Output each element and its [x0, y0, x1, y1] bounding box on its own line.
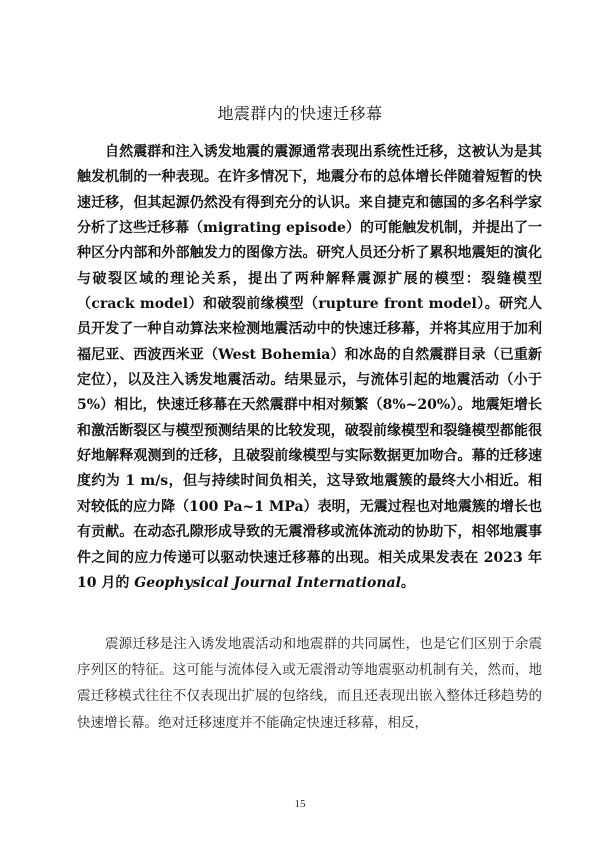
- page-number: 15: [294, 798, 306, 810]
- paragraph-text-end: 。: [400, 574, 415, 591]
- journal-name: Geophysical Journal International: [134, 574, 401, 591]
- body-paragraph: 震源迁移是注入诱发地震活动和地震群的共同属性，也是它们区别于余震序列区的特征。这可能与流体侵入或无震滑动等地震驱动机制有关，然而，地震迁移模式往往不仅表现出扩展的包络线，而且还表现出嵌入整体迁移趋势的快速增长幕。绝对迁移速度并不能确定快速迁移幕，相反，: [77, 636, 542, 731]
- page-title: 地震群内的快速迁移幕: [217, 104, 383, 123]
- paragraph-text: 自然震群和注入诱发地震的震源通常表现出系统性迁移，这被认为是其触发机制的一种表现。在许多情况下，地震分布的总体增长伴随着短暂的快速迁移，但其起源仍然没有得到充分的认识。来自捷克和德国的多名科学家分析了这些迁移幕（migrating episode）的可能触发机制，并提出了一种区分内部和外部触发力的图像方法。研究人员还分析了累积地震矩的演化与破裂区域的理论关系，提出了两种解释震源扩展的模型：裂缝模型（crack model）和破裂前缘模型（rupture front model）。研究人员开发了一种自动算法来检测地震活动中的快速迁移幕，并将其应用于加利福尼亚、西波西米亚（West Bohemia）和冰岛的自然震群目录（已重新定位），以及注入诱发地震活动。结果显示，与流体引起的地震活动（小于 5%）相比，快速迁移幕在天然震群中相对频繁（8%~20%）。地震矩增长和激活断裂区与模型预测结果的比较发现，破裂前缘模型和裂缝模型都能很好地解释观测到的迁移，且破裂前缘模型与实际数据更加吻合。幕的迁移速度约为 1 m/s，但与持续时间负相关，这导致地震簇的最终大小相近。相对较低的应力降（100 Pa~1 MPa）表明，无震过程也对地震簇的增长也有贡献。在动态孔隙形成导致的无震滑移或流体流动的协助下，相邻地震事件之间的应力传递可以驱动快速迁移幕的出现。相关成果发表在 2023 年 10 月的: [77, 144, 542, 591]
- body-paragraph-bold: [77, 140, 542, 596]
